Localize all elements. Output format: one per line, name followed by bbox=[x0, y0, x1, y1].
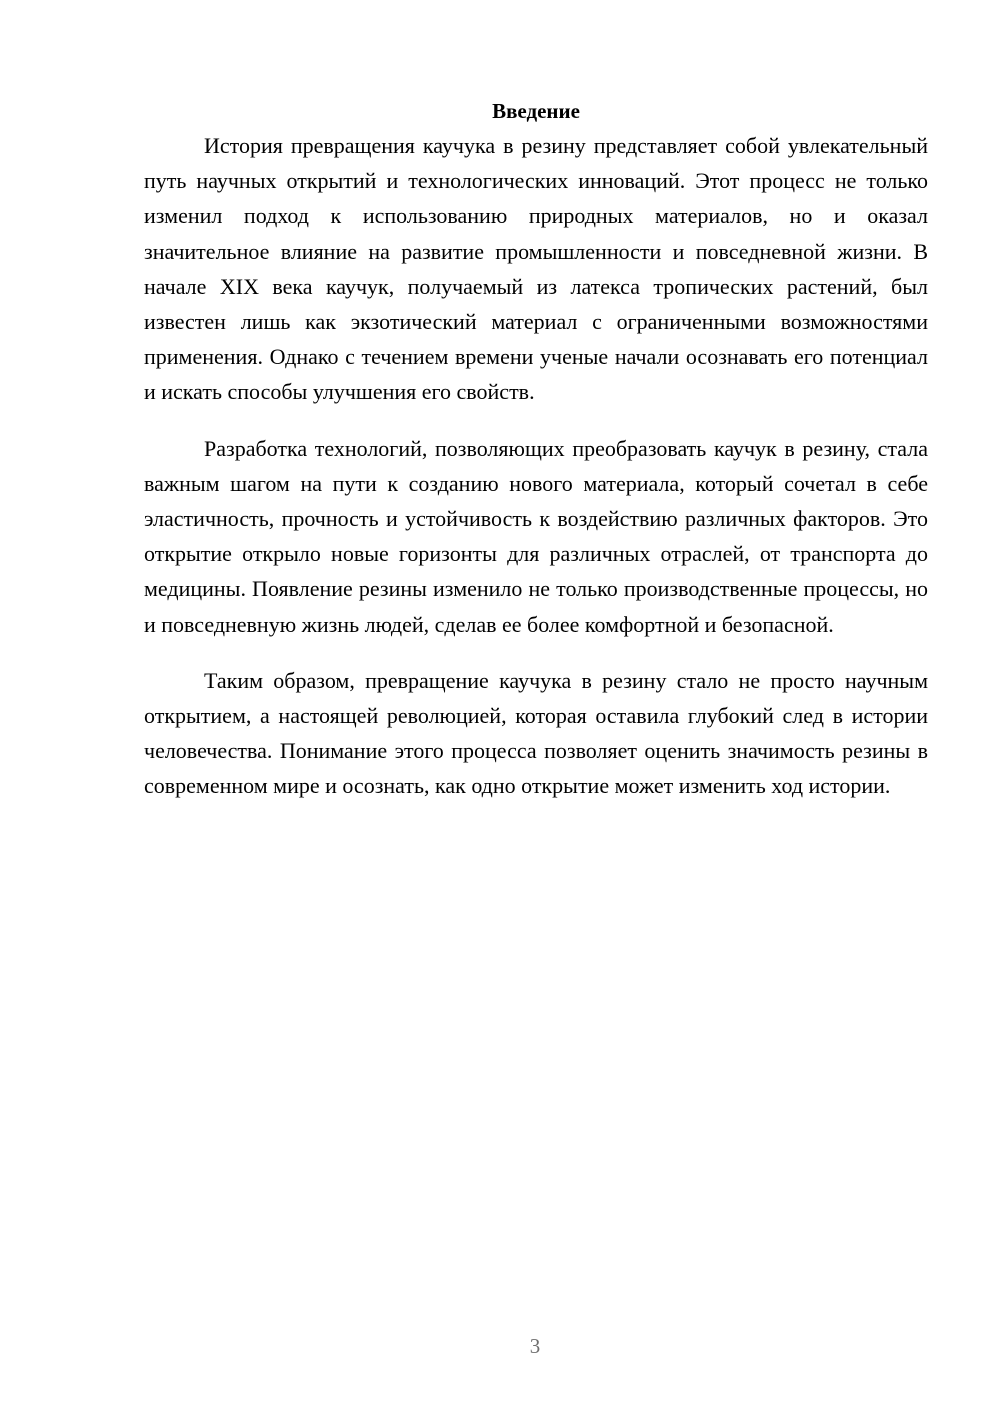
paragraph-2: Разработка технологий, позволяющих преобразовать каучук в резину, стала важным шагом на пути к созданию нового материала, который сочетал в себе эластичность, прочность и устойчивость к воздействию различных факторов. Это открытие открыло новые горизонты для различных отраслей, от транспорта до медицины. Появление резины изменило не только производственные процессы, но и повседневную жизнь людей, сделав ее более комфортной и безопасной. bbox=[144, 435, 928, 637]
page-content bbox=[144, 96, 928, 804]
section-heading: Введение bbox=[492, 99, 580, 123]
page-number: 3 bbox=[529, 1334, 541, 1358]
paragraph-3: Таким образом, превращение каучука в резину стало не просто научным открытием, а настоящей революцией, которая оставила глубокий след в истории человечества. Понимание этого процесса позволяет оценить значимость резины в современном мире и осознать, как одно открытие может изменить ход истории. bbox=[144, 667, 928, 799]
paragraph-1: История превращения каучука в резину представляет собой увлекательный путь научных открытий и технологических инноваций. Этот процесс не только изменил подход к использованию природных материалов, но и оказал значительное влияние на развитие промышленности и повседневной жизни. В начале XIX века каучук, получаемый из латекса тропических растений, был известен лишь как экзотический материал с ограниченными возможностями применения. Однако с течением времени ученые начали осознавать его потенциал и искать способы улучшения его свойств. bbox=[144, 133, 928, 405]
